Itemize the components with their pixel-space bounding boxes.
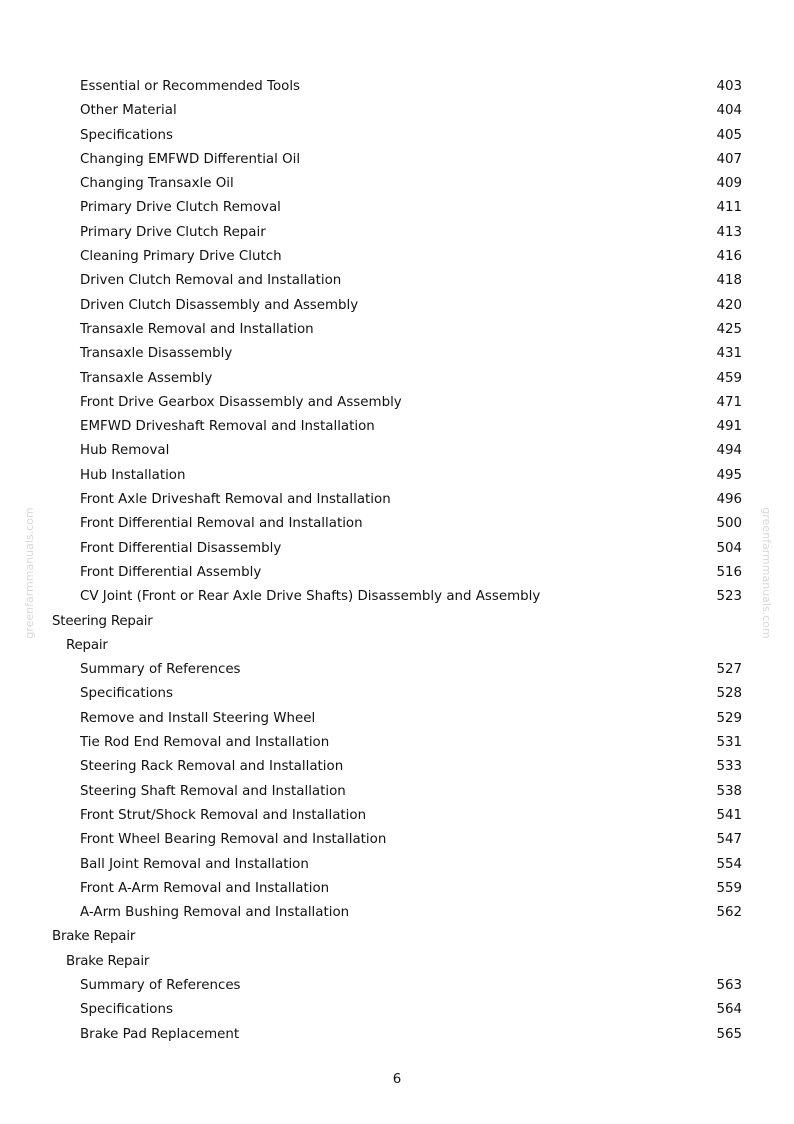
toc-entry[interactable]	[0, 148, 794, 172]
toc-entry-page: 494	[716, 443, 742, 459]
toc-entry-title: Steering Rack Removal and Installation	[80, 759, 344, 775]
toc-entry-page: 562	[716, 905, 742, 921]
toc-entry[interactable]	[0, 707, 794, 731]
toc-entry-title: CV Joint (Front or Rear Axle Drive Shafts) Disassembly and Assembly	[80, 589, 541, 605]
toc-entry-title: Brake Repair	[66, 953, 150, 969]
toc-section-heading[interactable]	[0, 610, 794, 634]
toc-entry[interactable]	[0, 415, 794, 439]
toc-entry-page: 516	[716, 564, 742, 580]
page-number: 6	[392, 1072, 402, 1087]
toc-entry-page: 403	[716, 79, 742, 94]
toc-entry-page: 431	[716, 346, 742, 362]
toc-entry[interactable]	[0, 1023, 794, 1047]
toc-entry[interactable]	[0, 488, 794, 512]
toc-entry-page: 554	[716, 856, 742, 872]
toc-entry-title: Front Differential Disassembly	[80, 540, 282, 556]
toc-entry-title: Driven Clutch Removal and Installation	[80, 273, 342, 289]
toc-entry[interactable]	[0, 780, 794, 804]
toc-entry-page: 547	[716, 832, 742, 848]
toc-entry[interactable]	[0, 731, 794, 755]
watermark-left	[22, 507, 38, 639]
toc-entry[interactable]	[0, 974, 794, 998]
toc-entry-title: Steering Shaft Removal and Installation	[80, 783, 346, 799]
toc-entry[interactable]	[0, 391, 794, 415]
toc-entry-page: 527	[716, 662, 742, 678]
toc-entry-title: Specifications	[80, 1002, 173, 1018]
toc-entry-title: Front Wheel Bearing Removal and Installation	[80, 832, 387, 848]
toc-entry-page: 564	[716, 1002, 742, 1018]
toc-entry-title: Front Strut/Shock Removal and Installation	[80, 807, 367, 823]
toc-entry[interactable]	[0, 342, 794, 366]
toc-entry[interactable]	[0, 537, 794, 561]
toc-entry-title: Front Axle Driveshaft Removal and Installation	[80, 492, 391, 508]
toc-entry-title: Driven Clutch Disassembly and Assembly	[80, 297, 359, 313]
toc-entry[interactable]	[0, 99, 794, 123]
toc-entry[interactable]	[0, 318, 794, 342]
toc-entry-page: 523	[716, 589, 742, 605]
toc-entry-page: 528	[716, 686, 742, 702]
toc-entry-page: 496	[716, 492, 742, 508]
toc-entry-page: 500	[716, 516, 742, 532]
toc-entry-title: Primary Drive Clutch Repair	[80, 224, 266, 240]
toc-entry[interactable]	[0, 464, 794, 488]
toc-entry[interactable]	[0, 561, 794, 585]
toc-entry[interactable]	[0, 196, 794, 220]
toc-entry-title: Front Differential Removal and Installation	[80, 516, 363, 532]
toc-entry-title: Essential or Recommended Tools	[80, 79, 301, 94]
toc-entry-page: 565	[716, 1026, 742, 1042]
toc-entry[interactable]	[0, 124, 794, 148]
toc-entry[interactable]	[0, 294, 794, 318]
toc-entry[interactable]	[0, 682, 794, 706]
toc-subsection-heading[interactable]	[0, 634, 794, 658]
toc-entry[interactable]	[0, 804, 794, 828]
toc-entry[interactable]	[0, 585, 794, 609]
toc-entry-title: Summary of References	[80, 977, 241, 993]
toc-entry[interactable]	[0, 828, 794, 852]
toc-entry-page: 531	[716, 735, 742, 751]
toc-entry-title: Ball Joint Removal and Installation	[80, 856, 309, 872]
toc-entry-title: A-Arm Bushing Removal and Installation	[80, 905, 350, 921]
toc-entry-page: 541	[716, 807, 742, 823]
toc-entry-title: Hub Installation	[80, 467, 186, 483]
toc-entry-page: 559	[716, 880, 742, 896]
toc-entry-page: 420	[716, 297, 742, 313]
toc-subsection-heading[interactable]	[0, 950, 794, 974]
toc-entry-title: Other Material	[80, 103, 177, 119]
toc-entry-title: Changing EMFWD Differential Oil	[80, 151, 301, 167]
toc-entry-title: Repair	[66, 637, 108, 653]
toc-entry-title: Hub Removal	[80, 443, 170, 459]
toc-entry-title: Summary of References	[80, 662, 241, 678]
toc-entry[interactable]	[0, 853, 794, 877]
toc-entry-title: Brake Repair	[52, 929, 136, 945]
toc-entry-title: EMFWD Driveshaft Removal and Installation	[80, 419, 375, 435]
toc-entry-title: Front Drive Gearbox Disassembly and Assembly	[80, 394, 402, 410]
watermark-right	[758, 507, 774, 639]
toc-entry-page: 538	[716, 783, 742, 799]
toc-entry-page: 405	[716, 127, 742, 143]
watermark-text: greenfarmmanuals.com	[760, 507, 773, 639]
toc-entry[interactable]	[0, 658, 794, 682]
toc-entry-title: Transaxle Disassembly	[80, 346, 233, 362]
toc-entry[interactable]	[0, 439, 794, 463]
toc-entry-page: 404	[716, 103, 742, 119]
toc-entry-page: 407	[716, 151, 742, 167]
toc-entry[interactable]	[0, 269, 794, 293]
toc-section-heading[interactable]	[0, 925, 794, 949]
watermark-text: greenfarmmanuals.com	[23, 507, 36, 639]
toc-entry-page: 459	[716, 370, 742, 386]
toc-entry-title: Changing Transaxle Oil	[80, 176, 234, 192]
toc-entry-page: 416	[716, 249, 742, 265]
toc-entry-title: Primary Drive Clutch Removal	[80, 200, 281, 216]
toc-entry[interactable]	[0, 172, 794, 196]
toc-entry-page: 529	[716, 710, 742, 726]
toc-entry[interactable]	[0, 755, 794, 779]
toc-entry-page: 533	[716, 759, 742, 775]
toc-entry-page: 563	[716, 977, 742, 993]
toc-entry[interactable]	[0, 512, 794, 536]
toc-entry-page: 425	[716, 321, 742, 337]
toc-entry-title: Front A-Arm Removal and Installation	[80, 880, 330, 896]
toc-entry-page: 504	[716, 540, 742, 556]
toc-entry-title: Brake Pad Replacement	[80, 1026, 240, 1042]
toc-entry[interactable]	[0, 901, 794, 925]
toc-entry-page: 471	[716, 394, 742, 410]
toc-entry-title: Transaxle Removal and Installation	[80, 321, 314, 337]
toc-entry-page: 411	[716, 200, 742, 216]
toc-entry-title: Cleaning Primary Drive Clutch	[80, 249, 282, 265]
toc-entry[interactable]	[0, 877, 794, 901]
toc-entry-title: Specifications	[80, 127, 173, 143]
toc-entry[interactable]	[0, 221, 794, 245]
toc-entry[interactable]	[0, 245, 794, 269]
toc-entry-page: 495	[716, 467, 742, 483]
toc-entry-title: Specifications	[80, 686, 173, 702]
toc-entry-page: 491	[716, 419, 742, 435]
toc-entry-title: Remove and Install Steering Wheel	[80, 710, 316, 726]
toc-entry[interactable]	[0, 75, 794, 99]
toc-entry-title: Front Differential Assembly	[80, 564, 262, 580]
table-of-contents	[0, 75, 794, 1047]
toc-entry-title: Steering Repair	[52, 613, 153, 629]
toc-entry-page: 409	[716, 176, 742, 192]
toc-entry[interactable]	[0, 367, 794, 391]
toc-entry-title: Tie Rod End Removal and Installation	[80, 735, 330, 751]
toc-entry[interactable]	[0, 998, 794, 1022]
toc-entry-page: 418	[716, 273, 742, 289]
toc-entry-page: 413	[716, 224, 742, 240]
toc-entry-title: Transaxle Assembly	[80, 370, 213, 386]
